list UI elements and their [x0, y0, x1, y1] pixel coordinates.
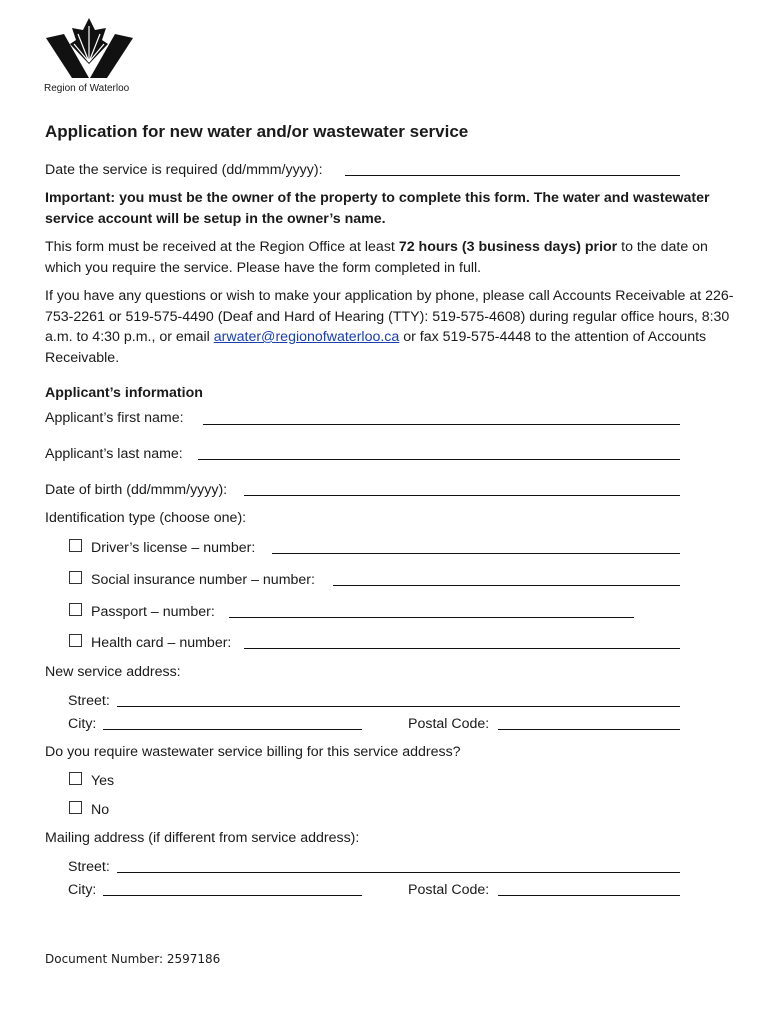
health-card-label: Health card – number:	[91, 635, 232, 651]
id-type-label: Identification type (choose one):	[45, 510, 247, 526]
no-checkbox[interactable]	[69, 801, 82, 814]
mailing-city-field[interactable]	[103, 895, 362, 896]
document-number: Document Number: 2597186	[45, 952, 221, 966]
mailing-city-label: City:	[68, 882, 97, 898]
last-name-label: Applicant’s last name:	[45, 446, 183, 462]
date-required-field[interactable]	[345, 175, 680, 176]
passport-label: Passport – number:	[91, 604, 215, 620]
date-required-label: Date the service is required (dd/mmm/yyyy):	[45, 162, 323, 178]
service-city-label: City:	[68, 716, 97, 732]
drivers-license-checkbox[interactable]	[69, 539, 82, 552]
service-postal-label: Postal Code:	[408, 716, 490, 732]
drivers-license-field[interactable]	[272, 553, 680, 554]
drivers-license-label: Driver’s license – number:	[91, 540, 256, 556]
dob-field[interactable]	[244, 495, 680, 496]
contact-info	[45, 286, 735, 368]
service-address-heading: New service address:	[45, 664, 181, 680]
mailing-street-label: Street:	[68, 859, 110, 875]
mailing-address-heading: Mailing address (if different from service address):	[45, 830, 360, 846]
contact-text: If you have any questions or wish to make your application by phone, please call Accounts Receivable at 226-753-2261 or 519-575-4490 (Deaf and Hard of Hearing (TTY): 519-575-4608) during regular office hours, 8:30 a.m. to 4:30 p.m., or email	[45, 288, 734, 345]
service-city-field[interactable]	[103, 729, 362, 730]
last-name-field[interactable]	[198, 459, 680, 460]
mailing-postal-field[interactable]	[498, 895, 680, 896]
passport-checkbox[interactable]	[69, 603, 82, 616]
dob-label: Date of birth (dd/mmm/yyyy):	[45, 482, 228, 498]
first-name-field[interactable]	[203, 424, 680, 425]
billing-question: Do you require wastewater service billing for this service address?	[45, 744, 461, 760]
first-name-label: Applicant’s first name:	[45, 410, 184, 426]
applicant-heading: Applicant’s information	[45, 385, 203, 401]
form-title: Application for new water and/or wastewater service	[45, 122, 469, 141]
yes-checkbox[interactable]	[69, 772, 82, 785]
contact-text-end: or fax 519-575-4448 to the attention of Accounts Receivable.	[45, 329, 707, 366]
logo-text: Region of Waterloo	[44, 83, 130, 94]
sin-label: Social insurance number – number:	[91, 572, 315, 588]
important-notice: Important: you must be the owner of the property to complete this form. The water and wastewater service account will be setup in the owner’s name.	[45, 190, 710, 227]
timing-notice-text: This form must be received at the Region Office at least	[45, 239, 399, 255]
timing-notice	[45, 237, 735, 278]
service-street-label: Street:	[68, 693, 110, 709]
mailing-postal-label: Postal Code:	[408, 882, 490, 898]
no-label: No	[91, 802, 110, 818]
trillium-logo-icon	[42, 18, 137, 80]
passport-field[interactable]	[229, 617, 634, 618]
health-card-field[interactable]	[244, 648, 680, 649]
mailing-street-field[interactable]	[117, 872, 680, 873]
sin-field[interactable]	[333, 585, 680, 586]
email-link[interactable]: arwater@regionofwaterloo.ca	[213, 329, 400, 345]
region-logo	[42, 18, 137, 78]
timing-notice-bold: 72 hours (3 business days) prior	[398, 239, 618, 255]
service-street-field[interactable]	[117, 706, 680, 707]
service-postal-field[interactable]	[498, 729, 680, 730]
yes-label: Yes	[91, 773, 115, 789]
health-card-checkbox[interactable]	[69, 634, 82, 647]
timing-notice-text-end: to the date on which you require the service. Please have the form completed in full.	[45, 239, 708, 276]
sin-checkbox[interactable]	[69, 571, 82, 584]
